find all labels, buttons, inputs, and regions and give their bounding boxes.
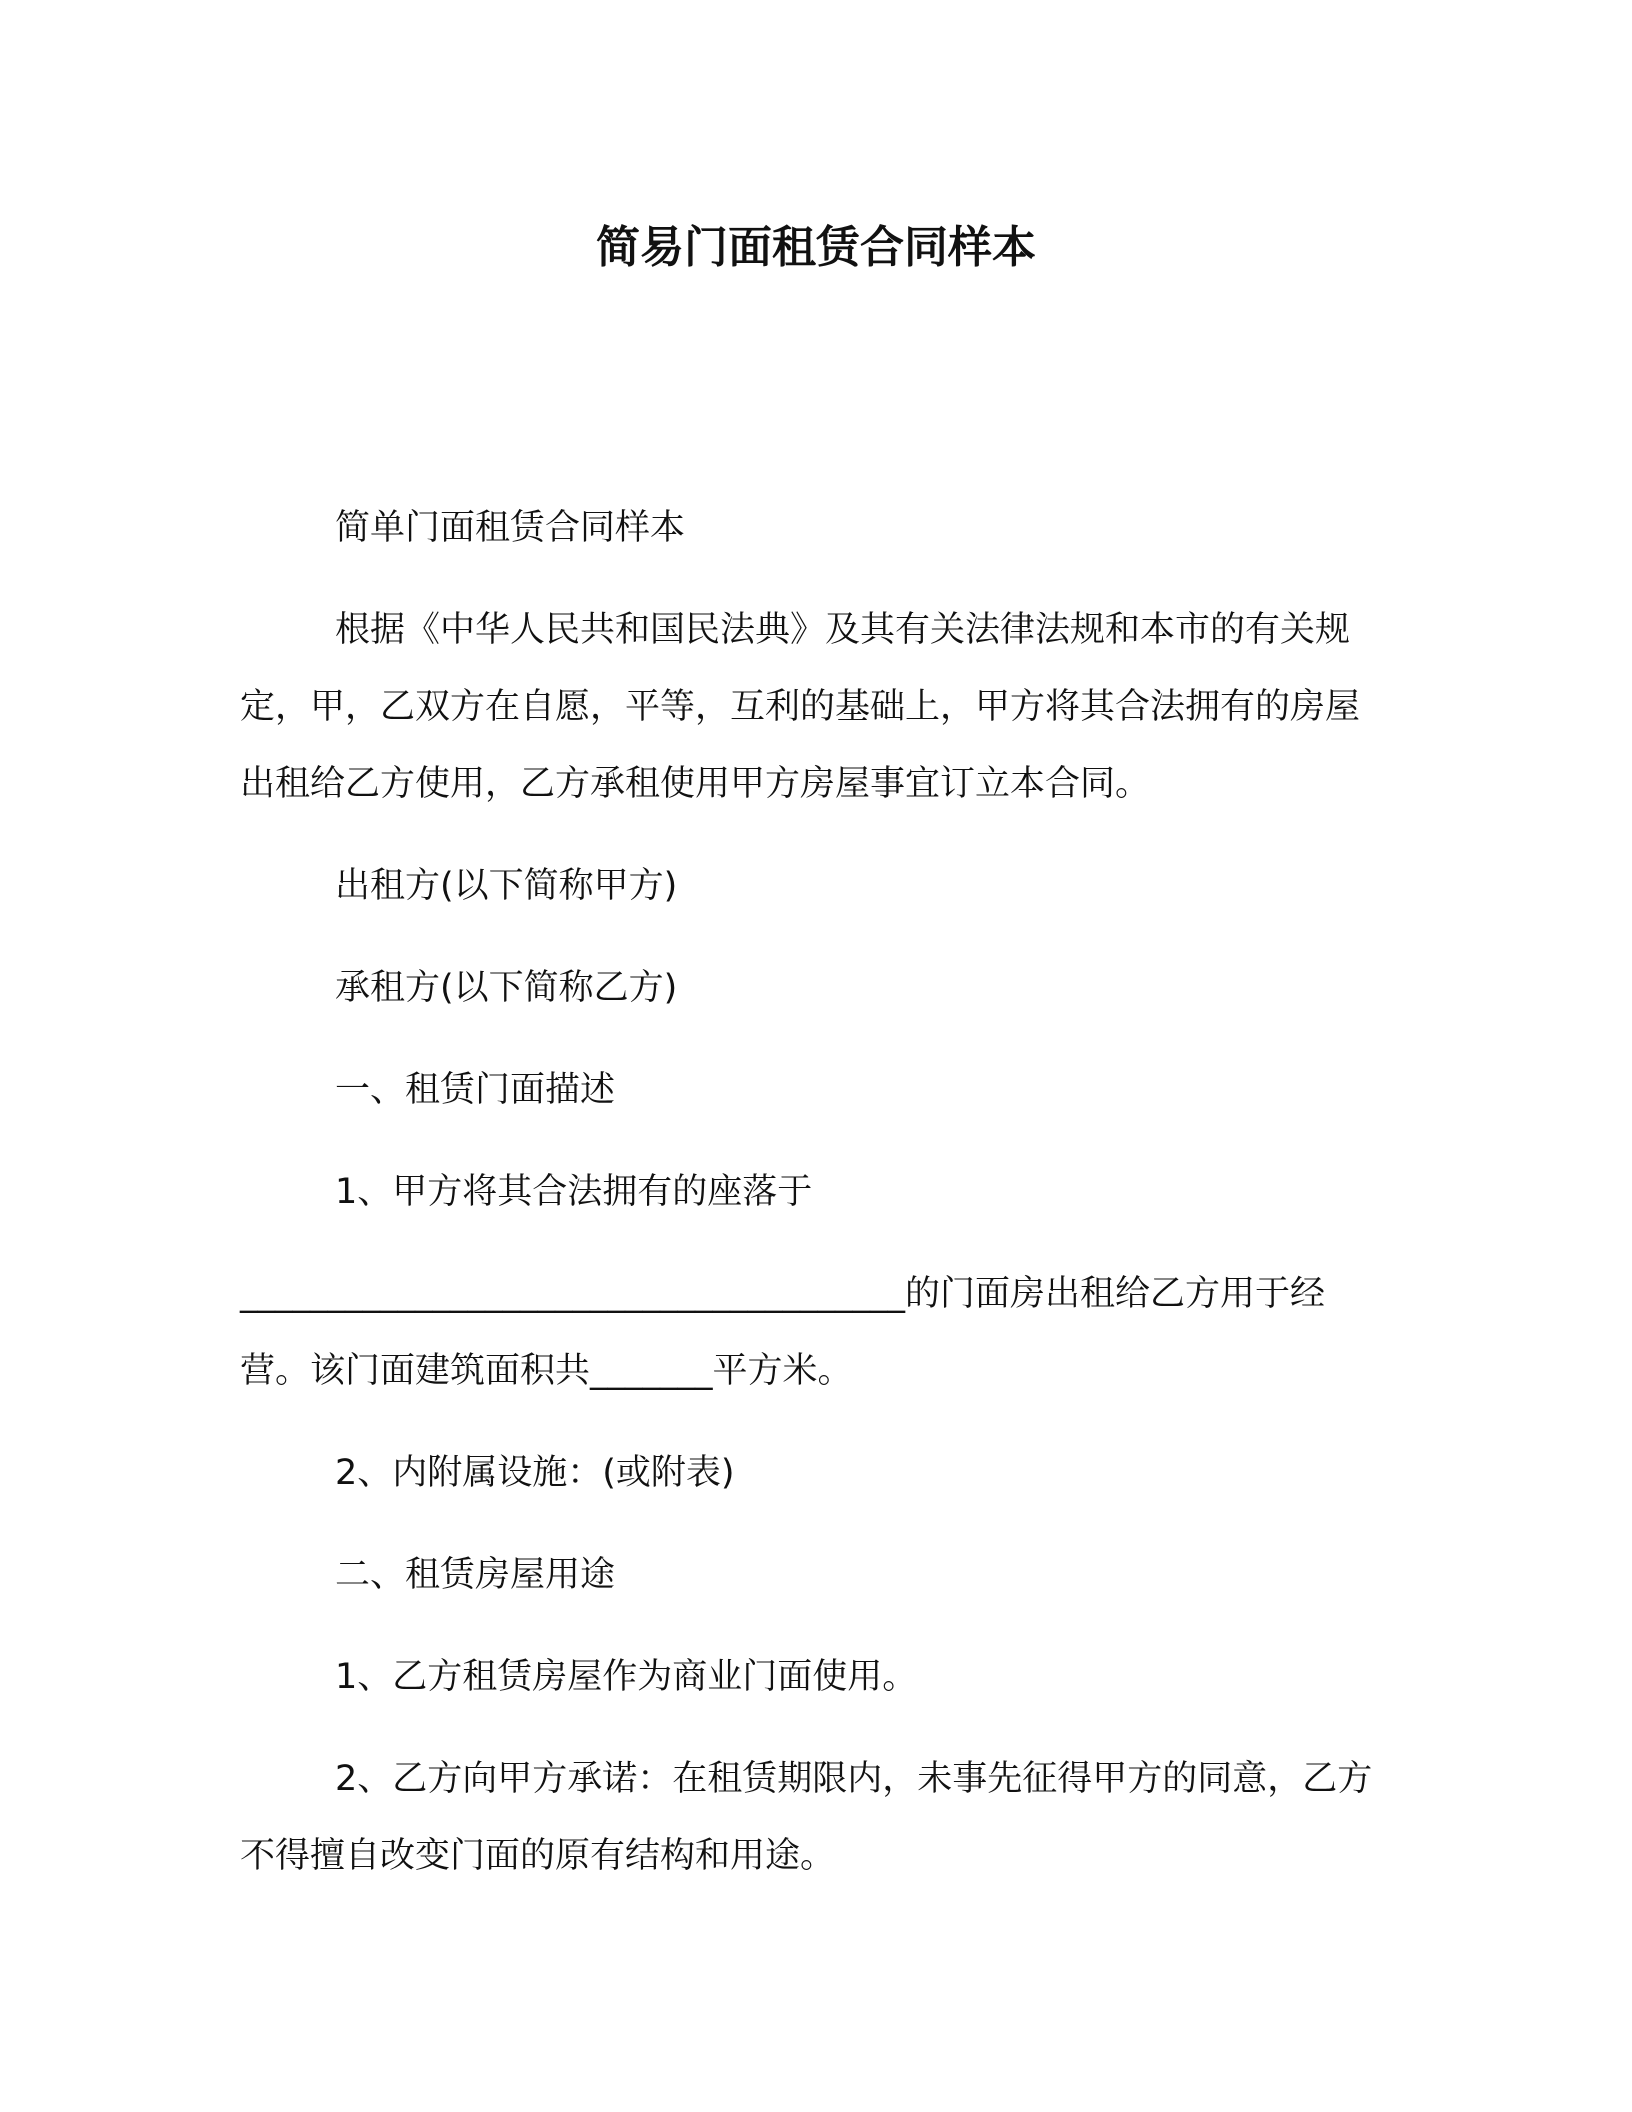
clause-2-1-paragraph: 1、乙方租赁房屋作为商业门面使用。 bbox=[335, 1657, 918, 1697]
clause-1-2-paragraph: 2、内附属设施：(或附表) bbox=[335, 1453, 735, 1493]
section-2-heading: 二、租赁房屋用途 bbox=[335, 1555, 616, 1595]
clause-1-1-continuation: ______________________________________的门面房出租给乙方用于经营。该门面建筑面积共_______平方米。 bbox=[240, 1274, 1326, 1391]
clause-1-1-paragraph: 1、甲方将其合法拥有的座落于 bbox=[335, 1172, 813, 1212]
clause-2-2-paragraph: 2、乙方向甲方承诺：在租赁期限内，未事先征得甲方的同意，乙方不得擅自改变门面的原有结构和用途。 bbox=[240, 1759, 1373, 1876]
document-title: 简易门面租赁合同样本 bbox=[596, 222, 1036, 273]
lessor-line: 出租方(以下简称甲方) bbox=[335, 866, 678, 906]
section-1-heading: 一、租赁门面描述 bbox=[335, 1070, 616, 1110]
lessee-line: 承租方(以下简称乙方) bbox=[335, 968, 678, 1008]
subtitle-paragraph: 简单门面租赁合同样本 bbox=[335, 508, 686, 548]
document-body bbox=[240, 490, 1380, 1920]
preamble-paragraph: 根据《中华人民共和国民法典》及其有关法律法规和本市的有关规定，甲，乙双方在自愿，平等，互利的基础上，甲方将其合法拥有的房屋出租给乙方使用，乙方承租使用甲方房屋事宜订立本合同。 bbox=[240, 610, 1361, 804]
